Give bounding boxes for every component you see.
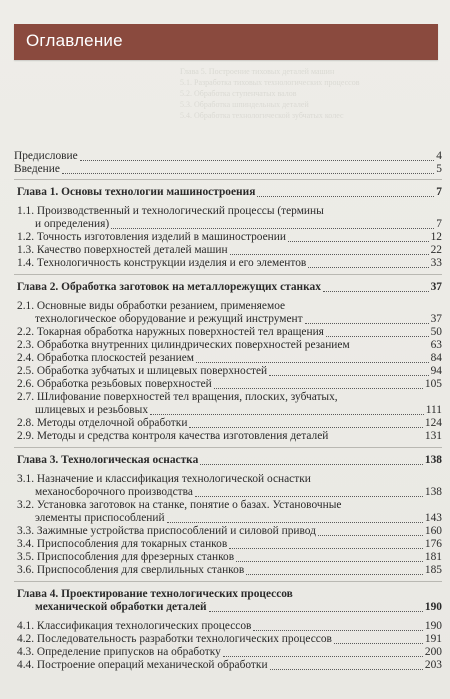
dot-leader	[305, 310, 429, 324]
entry-page: 203	[424, 659, 442, 671]
entry-page: 190	[424, 601, 442, 613]
entry-page: 37	[430, 313, 442, 325]
entry-page: 131	[424, 430, 442, 442]
entry-title: 1.4. Технологичность конструкции изделия и его элементов	[17, 257, 307, 269]
entry-title: 3.4. Приспособления для токарных станков	[17, 538, 228, 550]
entry-page: 138	[424, 454, 442, 466]
entry-page: 185	[424, 564, 442, 576]
dot-leader	[229, 535, 423, 549]
entry-page: 200	[424, 646, 442, 658]
entry-title: 2.7. Шлифование поверхностей тел вращения, плоских, зубчатых,	[17, 391, 338, 403]
entry-page: 5	[436, 163, 442, 175]
toc-title: Оглавление	[26, 31, 123, 50]
dot-leader	[150, 401, 424, 415]
entry-title: 4.4. Построение операций механической обработки	[17, 659, 268, 671]
dot-leader	[209, 598, 423, 612]
entry-page: 160	[424, 525, 442, 537]
entry-page: 181	[424, 551, 442, 563]
entry-page: 190	[424, 620, 442, 632]
dot-leader	[308, 254, 429, 268]
dot-leader	[323, 278, 429, 292]
dot-leader	[236, 548, 423, 562]
dot-leader	[189, 414, 423, 428]
entry-title: 3.2. Установка заготовок на станке, понятие о базах. Установочные	[17, 499, 342, 511]
entry-page: 12	[430, 231, 442, 243]
dot-leader	[246, 561, 423, 575]
entry-title: и определения)	[35, 218, 110, 230]
entry-title: 2.3. Обработка внутренних цилиндрических поверхностей резанием	[17, 339, 350, 351]
dot-leader	[269, 362, 429, 376]
entry-page: 50	[430, 326, 442, 338]
ghost-line: Глава 5. Построение тиховых деталей машин	[180, 67, 335, 76]
entry-title: 3.6. Приспособления для сверлильных станков	[17, 564, 245, 576]
entry-page: 124	[424, 417, 442, 429]
entry-page: 84	[430, 352, 442, 364]
dot-leader	[196, 349, 429, 363]
ghost-line: 5.2. Обработка ступенчатых валов	[180, 89, 297, 98]
entry-title: 2.1. Основные виды обработки резанием, применяемое	[17, 300, 286, 312]
entry-title: технологическое оборудование и режущий инструмент	[35, 313, 303, 325]
entry-page: 191	[424, 633, 442, 645]
chapter-title: Глава 1. Основы технологии машиностроения	[17, 186, 256, 198]
entry-title: Введение	[14, 163, 60, 175]
divider	[14, 274, 442, 275]
entry-title: 2.4. Обработка плоскостей резанием	[17, 352, 194, 364]
ghost-line: 5.1. Разработка тиховых технологических процессов	[180, 78, 360, 87]
chapter-title: Глава 2. Обработка заготовок на металлорежущих станках	[17, 281, 321, 293]
entry-title: 2.2. Токарная обработка наружных поверхностей тел вращения	[17, 326, 324, 338]
chapter-title: Глава 3. Технологическая оснастка	[17, 454, 199, 466]
dot-leader	[195, 483, 423, 497]
entry-title: механосборочного производства	[35, 486, 193, 498]
toc-header-bar	[14, 24, 438, 60]
dot-leader	[223, 643, 423, 657]
entry-page: 4	[436, 150, 442, 162]
entry-page: 138	[424, 486, 442, 498]
entry-title: 2.5. Обработка зубчатых и шлицевых поверхностей	[17, 365, 268, 377]
entry-page: 111	[425, 404, 442, 416]
dot-leader	[326, 323, 429, 337]
entry-page: 22	[430, 244, 442, 256]
entry-title: 1.3. Качество поверхностей деталей машин	[17, 244, 228, 256]
entry-page: 33	[430, 257, 442, 269]
dot-leader	[200, 451, 423, 465]
entry-title: 2.8. Методы отделочной обработки	[17, 417, 188, 429]
entry-page: 94	[430, 365, 442, 377]
entry-page: 176	[424, 538, 442, 550]
show-through-text	[180, 66, 430, 146]
entry-page: 7	[436, 218, 442, 230]
entry-title: 1.2. Точность изготовления изделий в машиностроении	[17, 231, 286, 243]
dot-leader	[214, 375, 423, 389]
dot-leader	[80, 147, 434, 161]
dot-leader	[111, 215, 434, 229]
entry-title: 4.3. Определение припусков на обработку	[17, 646, 221, 658]
dot-leader	[257, 183, 434, 197]
dot-leader	[167, 509, 423, 523]
entry-page: 37	[430, 281, 442, 293]
entry-page: 143	[424, 512, 442, 524]
entry-title: 3.1. Назначение и классификация технологической оснастки	[17, 473, 311, 485]
entry-page: 105	[424, 378, 442, 390]
entry-page: 63	[430, 339, 442, 351]
dot-leader	[288, 228, 429, 242]
entry-title: 4.2. Последовательность разработки технологических процессов	[17, 633, 332, 645]
dot-leader	[62, 160, 434, 174]
entry-title: шлицевых и резьбовых	[35, 404, 149, 416]
entry-title: 2.9. Методы и средства контроля качества изготовления деталей	[17, 430, 329, 442]
entry-title: 3.5. Приспособления для фрезерных станков	[17, 551, 235, 563]
dot-leader	[334, 630, 423, 644]
chapter-title: механической обработки деталей	[35, 601, 207, 613]
entry-title: 1.1. Производственный и технологический процессы (термины	[17, 205, 324, 217]
entry-title: 2.6. Обработка резьбовых поверхностей	[17, 378, 212, 390]
chapter-title: Глава 4. Проектирование технологических процессов	[17, 588, 293, 600]
ghost-line: 5.4. Обработка технологической зубчатых колес	[180, 111, 344, 120]
entry-page: 7	[436, 186, 442, 198]
dot-leader	[230, 241, 429, 255]
dot-leader	[253, 617, 423, 631]
dot-leader	[270, 656, 423, 670]
entry-title: Предисловие	[14, 150, 78, 162]
divider	[14, 179, 442, 180]
divider	[14, 447, 442, 448]
entry-title: 3.3. Зажимные устройства приспособлений и силовой привод	[17, 525, 316, 537]
dot-leader	[318, 522, 423, 536]
divider	[14, 581, 442, 582]
entry-title: элементы приспособлений	[35, 512, 165, 524]
entry-title: 4.1. Классификация технологических процессов	[17, 620, 252, 632]
ghost-line: 5.3. Обработка шпиндельных деталей	[180, 100, 309, 109]
